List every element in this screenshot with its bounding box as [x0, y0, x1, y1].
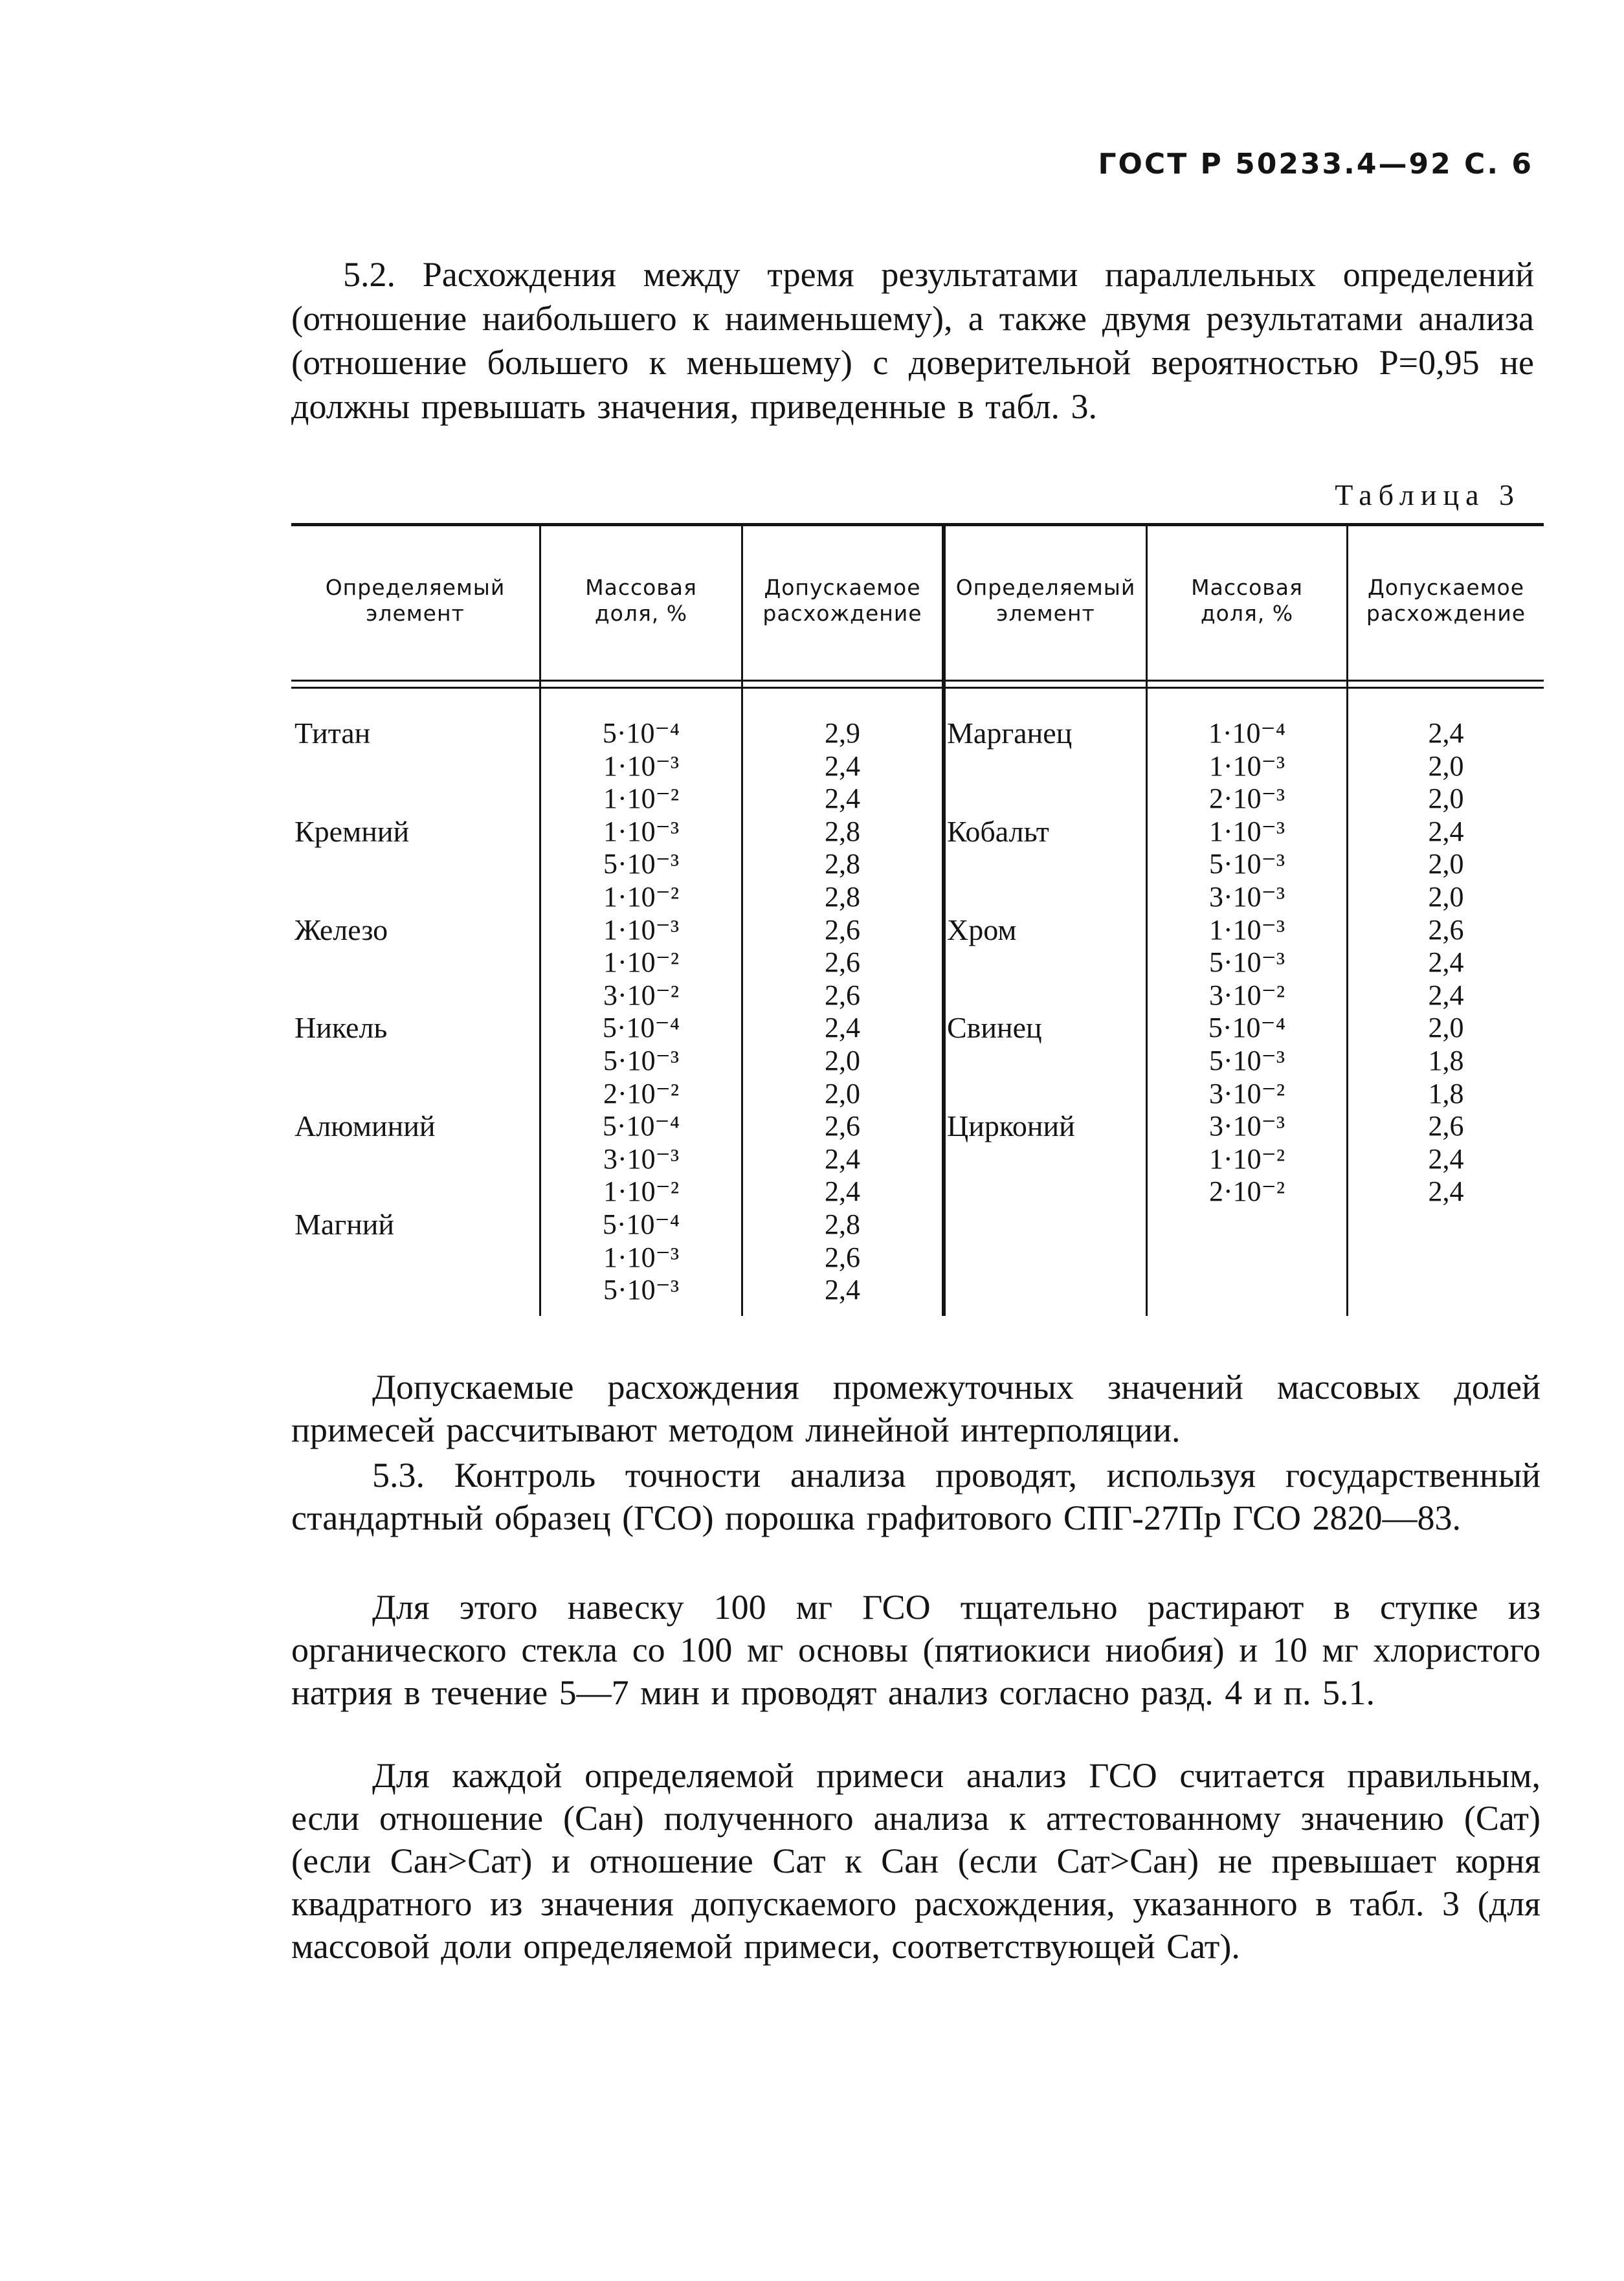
mass-fraction-value: 2·10⁻² — [603, 1077, 680, 1109]
mass-fraction-value: 2·10⁻² — [1208, 1175, 1285, 1208]
mass-fraction-value: 3·10⁻³ — [603, 1142, 680, 1175]
mass-fraction-value: 5·10⁻³ — [1208, 946, 1285, 979]
table-center-divider — [942, 523, 946, 1316]
table-header-rule — [291, 680, 1544, 682]
element-name: Никель — [295, 1011, 388, 1045]
mass-fraction-value: 1·10⁻³ — [1208, 750, 1285, 782]
mass-fraction-value: 1·10⁻² — [603, 783, 680, 815]
allowed-discrepancy-value: 2,4 — [1428, 1142, 1464, 1175]
header-fraction-right: Массовая доля, % — [1191, 575, 1303, 626]
mass-fraction-value: 1·10⁻³ — [603, 815, 680, 847]
allowed-discrepancy-value: 2,6 — [825, 946, 860, 979]
allowed-discrepancy-value: 2,6 — [1428, 913, 1464, 946]
allowed-discrepancy-value: 2,4 — [825, 783, 860, 815]
allowed-discrepancy-value: 2,4 — [825, 1175, 860, 1208]
mass-fraction-value: 1·10⁻² — [603, 881, 680, 913]
mass-fraction-value: 5·10⁻⁴ — [602, 1208, 680, 1240]
allowed-discrepancy-value: 2,4 — [1428, 815, 1464, 847]
allowed-discrepancy-value: 1,8 — [1428, 1045, 1464, 1076]
element-name: Магний — [295, 1208, 395, 1241]
allowed-discrepancy-value: 2,0 — [1428, 1012, 1464, 1044]
allowed-discrepancy-value: 2,0 — [1428, 750, 1464, 782]
element-name: Марганец — [947, 717, 1073, 750]
allowed-discrepancy-value: 2,6 — [1428, 1110, 1464, 1142]
element-name: Железо — [295, 913, 388, 946]
header-element-right: Определяемый элемент — [955, 575, 1136, 626]
element-name: Кобальт — [947, 814, 1049, 848]
allowed-discrepancy-value: 2,4 — [825, 750, 860, 782]
page-header: ГОСТ Р 50233.4—92 С. 6 — [1098, 148, 1533, 181]
mass-fraction-value: 5·10⁻³ — [603, 1274, 680, 1306]
mass-fraction-value: 5·10⁻³ — [603, 1045, 680, 1076]
element-name: Свинец — [947, 1011, 1042, 1045]
mass-fraction-value: 2·10⁻³ — [1208, 783, 1285, 815]
header-allowed-left: Допускаемое расхождение — [762, 575, 922, 626]
mass-fraction-value: 1·10⁻² — [603, 1175, 680, 1208]
mass-fraction-value: 3·10⁻² — [603, 979, 680, 1011]
allowed-discrepancy-value: 2,9 — [825, 717, 860, 749]
mass-fraction-value: 5·10⁻⁴ — [602, 717, 680, 749]
mass-fraction-value: 3·10⁻³ — [1208, 1110, 1285, 1142]
allowed-discrepancy-value: 2,0 — [1428, 848, 1464, 880]
allowed-discrepancy-value: 2,4 — [1428, 946, 1464, 979]
allowed-discrepancy-value: 2,6 — [825, 913, 860, 946]
allowed-discrepancy-value: 2,4 — [1428, 717, 1464, 749]
element-name: Алюминий — [295, 1109, 436, 1143]
mass-fraction-value: 1·10⁻² — [603, 946, 680, 979]
element-name: Цирконий — [947, 1109, 1075, 1143]
header-element-left: Определяемый элемент — [325, 575, 506, 626]
allowed-discrepancy-value: 1,8 — [1428, 1077, 1464, 1109]
mass-fraction-value: 1·10⁻³ — [603, 750, 680, 782]
mass-fraction-value: 1·10⁻² — [1208, 1142, 1285, 1175]
mass-fraction-value: 1·10⁻³ — [603, 913, 680, 946]
allowed-discrepancy-value: 2,4 — [1428, 979, 1464, 1011]
allowed-discrepancy-value: 2,8 — [825, 848, 860, 880]
mass-fraction-value: 3·10⁻³ — [1208, 881, 1285, 913]
table-caption: Таблица 3 — [1335, 478, 1520, 511]
element-name: Кремний — [295, 814, 410, 848]
mass-fraction-value: 3·10⁻² — [1208, 1077, 1285, 1109]
paragraph-sample-prep: Для этого навеску 100 мг ГСО тщательно растирают в ступке из органического стекла со 100 мг основы (пятиокиси ниобия) и 10 мг хлористого натрия в течение 5—7 мин и проводят анализ согласно разд. 4 и п. 5.1. — [291, 1588, 1541, 1712]
allowed-discrepancy-value: 2,0 — [825, 1077, 860, 1109]
mass-fraction-value: 1·10⁻³ — [1208, 913, 1285, 946]
mass-fraction-value: 1·10⁻³ — [1208, 815, 1285, 847]
element-name: Титан — [295, 717, 371, 750]
paragraph-5-3: 5.3. Контроль точности анализа проводят, используя государственный стандартный образец (ГСО) порошка графитового СПГ-27Пр ГСО 2820—83. — [291, 1456, 1541, 1537]
allowed-discrepancy-value: 2,0 — [1428, 783, 1464, 815]
header-allowed-right: Допускаемое расхождение — [1366, 575, 1526, 626]
mass-fraction-value: 1·10⁻⁴ — [1208, 717, 1286, 749]
mass-fraction-value: 5·10⁻⁴ — [602, 1012, 680, 1044]
mass-fraction-value: 1·10⁻³ — [603, 1241, 680, 1273]
paragraph-correctness: Для каждой определяемой примеси анализ ГСО считается правильным, если отношение (Cан) полученного анализа к аттестованному значению (Cат) (если Cан>Cат) и отношение Cат к Cан (если Cат>Cан) не превышает корня квадратного из значения допускаемого расхождения, указанного в табл. 3 (для массовой доли определяемой примеси, соответствующей Cат). — [291, 1756, 1541, 1966]
allowed-discrepancy-value: 2,0 — [825, 1045, 860, 1076]
allowed-discrepancy-value: 2,4 — [1428, 1175, 1464, 1208]
table-top-rule — [291, 523, 1544, 526]
allowed-discrepancy-value: 2,0 — [1428, 881, 1464, 913]
mass-fraction-value: 5·10⁻⁴ — [602, 1110, 680, 1142]
allowed-discrepancy-value: 2,4 — [825, 1142, 860, 1175]
allowed-discrepancy-value: 2,4 — [825, 1012, 860, 1044]
allowed-discrepancy-value: 2,8 — [825, 881, 860, 913]
allowed-discrepancy-value: 2,8 — [825, 1208, 860, 1240]
mass-fraction-value: 5·10⁻⁴ — [1208, 1012, 1286, 1044]
allowed-discrepancy-value: 2,6 — [825, 1241, 860, 1273]
header-fraction-left: Массовая доля, % — [585, 575, 697, 626]
allowed-discrepancy-value: 2,8 — [825, 815, 860, 847]
element-name: Хром — [947, 913, 1017, 946]
mass-fraction-value: 5·10⁻³ — [1208, 1045, 1285, 1076]
allowed-discrepancy-value: 2,4 — [825, 1274, 860, 1306]
table-header-rule-2 — [291, 687, 1544, 689]
table-3 — [291, 523, 1544, 1319]
mass-fraction-value: 3·10⁻² — [1208, 979, 1285, 1011]
paragraph-5-2: 5.2. Расхождения между тремя результатами параллельных определений (отношение наибольшего к наименьшему), а также двумя результатами анализа (отношение большего к меньшему) с доверительной вероятностью P=0,95 не должны превышать значения, приведенные в табл. 3. — [291, 255, 1534, 426]
paragraph-interpolation: Допускаемые расхождения промежуточных значений массовых долей примесей рассчитывают методом линейной интерполяции. — [291, 1368, 1541, 1449]
allowed-discrepancy-value: 2,6 — [825, 1110, 860, 1142]
mass-fraction-value: 5·10⁻³ — [1208, 848, 1285, 880]
allowed-discrepancy-value: 2,6 — [825, 979, 860, 1011]
mass-fraction-value: 5·10⁻³ — [603, 848, 680, 880]
